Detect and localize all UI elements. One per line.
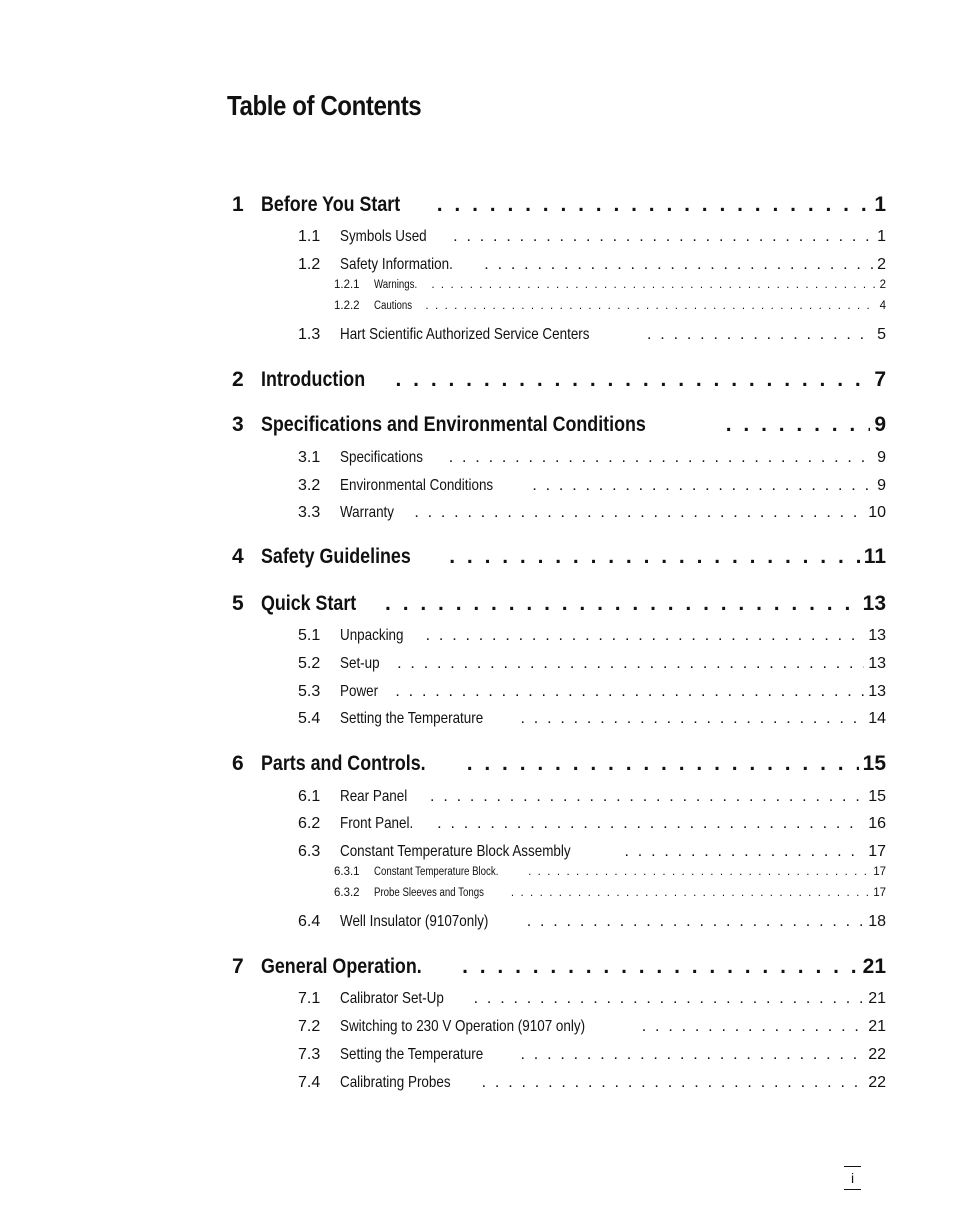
dot-leader (371, 655, 864, 673)
entry-page: 9 (877, 477, 886, 494)
entry-title: Hart Scientific Authorized Service Centers (340, 326, 590, 343)
entry-number: 7.2 (298, 1018, 321, 1035)
dot-leader (409, 193, 871, 217)
entry-title: Set-up (340, 655, 380, 672)
entry-number: 5.2 (298, 655, 321, 672)
toc-entry-1-2-1[interactable] (334, 279, 886, 297)
toc-entry-5-3[interactable] (298, 683, 886, 707)
entry-title: General Operation. (261, 955, 422, 978)
dot-leader (427, 228, 873, 246)
entry-page: 13 (868, 683, 886, 700)
entry-page: 10 (868, 504, 886, 521)
entry-page: 1 (877, 228, 886, 245)
dot-leader (506, 477, 873, 495)
entry-title: Constant Temperature Block Assembly (340, 843, 571, 860)
toc-entry-3-2[interactable] (298, 477, 886, 501)
page-title: Table of Contents (227, 90, 422, 121)
entry-number: 3.3 (298, 504, 321, 521)
dot-leader (621, 326, 873, 344)
entry-title: Before You Start (261, 193, 401, 216)
entry-page: 18 (868, 913, 886, 930)
dot-leader (458, 256, 873, 274)
toc-entry-1-2-2[interactable] (334, 300, 886, 318)
dot-leader (448, 990, 865, 1008)
entry-number: 1.3 (298, 326, 321, 343)
entry-number: 1.2.2 (334, 300, 360, 312)
entry-title: Warranty (340, 504, 395, 521)
dot-leader (388, 504, 864, 522)
entry-page: 1 (874, 193, 886, 216)
dot-leader (439, 752, 859, 776)
entry-page: 15 (868, 788, 886, 805)
entry-number: 1.2.1 (334, 279, 360, 291)
entry-number: 7.1 (298, 990, 321, 1007)
entry-title: Symbols Used (340, 228, 427, 245)
dot-leader (411, 815, 864, 833)
dot-leader (501, 913, 865, 931)
entry-page: 14 (868, 710, 886, 727)
entry-page: 7 (874, 368, 886, 391)
entry-page: 17 (873, 887, 886, 899)
entry-title: Probe Sleeves and Tongs (374, 887, 484, 899)
entry-page: 16 (868, 815, 886, 832)
toc-entry-chapter-2[interactable] (232, 368, 886, 398)
entry-number: 6.3.1 (334, 866, 360, 878)
toc-entry-7-1[interactable] (298, 990, 886, 1014)
dot-leader (367, 368, 870, 392)
entry-number: 6.3.2 (334, 887, 360, 899)
dot-leader (357, 592, 859, 616)
entry-number: 7.4 (298, 1074, 321, 1091)
entry-page: 13 (868, 627, 886, 644)
toc-entry-6-3-2[interactable] (334, 887, 886, 905)
page-number: i (844, 1166, 861, 1190)
toc-entry-7-3[interactable] (298, 1046, 886, 1070)
dot-leader (616, 1018, 864, 1036)
entry-page: 22 (868, 1074, 886, 1091)
entry-title: Safety Guidelines (261, 545, 411, 568)
entry-title: Setting the Temperature (340, 710, 484, 727)
entry-title: Constant Temperature Block. (374, 866, 499, 878)
entry-number: 4 (232, 545, 244, 568)
toc-entry-chapter-1[interactable] (232, 193, 886, 223)
entry-number: 6.4 (298, 913, 321, 930)
dot-leader (514, 866, 869, 878)
entry-page: 5 (877, 326, 886, 343)
entry-page: 4 (879, 300, 886, 312)
entry-page: 9 (877, 449, 886, 466)
entry-title: Power (340, 683, 379, 700)
toc-entry-chapter-7[interactable] (232, 955, 886, 985)
entry-number: 5.1 (298, 627, 321, 644)
toc-entry-1-2[interactable] (298, 256, 886, 280)
toc-entry-3-1[interactable] (298, 449, 886, 473)
entry-title: Front Panel. (340, 815, 414, 832)
toc-entry-3-3[interactable] (298, 504, 886, 528)
entry-number: 1.2 (298, 256, 321, 273)
entry-page: 9 (874, 413, 886, 436)
dot-leader (434, 955, 859, 979)
dot-leader (599, 843, 865, 861)
toc-entry-chapter-4[interactable] (232, 545, 886, 575)
toc-entry-6-2[interactable] (298, 815, 886, 839)
entry-page: 21 (868, 990, 886, 1007)
entry-title: Calibrating Probes (340, 1074, 451, 1091)
entry-page: 17 (873, 866, 886, 878)
entry-number: 6.2 (298, 815, 321, 832)
toc-entry-chapter-5[interactable] (232, 592, 886, 622)
dot-leader (494, 710, 864, 728)
entry-title: Quick Start (261, 592, 357, 615)
entry-number: 3.1 (298, 449, 321, 466)
toc-entry-7-4[interactable] (298, 1074, 886, 1098)
dot-leader (698, 413, 871, 437)
toc-entry-5-4[interactable] (298, 710, 886, 734)
entry-number: 6.3 (298, 843, 321, 860)
entry-title: Setting the Temperature (340, 1046, 484, 1063)
entry-number: 7 (232, 955, 244, 978)
toc-entry-6-3-1[interactable] (334, 866, 886, 884)
entry-page: 22 (868, 1046, 886, 1063)
entry-page: 11 (863, 545, 886, 568)
toc-entry-6-3[interactable] (298, 843, 886, 867)
toc-entry-chapter-6[interactable] (232, 752, 886, 782)
dot-leader (456, 1074, 865, 1092)
dot-leader (369, 683, 864, 701)
dot-leader (421, 545, 860, 569)
entry-title: Introduction (261, 368, 366, 391)
entry-title: Calibrator Set-Up (340, 990, 444, 1007)
entry-number: 1.1 (298, 228, 321, 245)
entry-number: 3 (232, 413, 244, 436)
entry-title: Unpacking (340, 627, 404, 644)
entry-number: 5.3 (298, 683, 321, 700)
entry-number: 6.1 (298, 788, 321, 805)
toc-entry-5-2[interactable] (298, 655, 886, 679)
entry-number: 5.4 (298, 710, 321, 727)
entry-page: 21 (868, 1018, 886, 1035)
dot-leader (404, 788, 864, 806)
toc-entry-7-2[interactable] (298, 1018, 886, 1042)
entry-number: 5 (232, 592, 244, 615)
entry-title: Specifications (340, 449, 423, 466)
entry-page: 13 (862, 592, 886, 615)
toc-entry-5-1[interactable] (298, 627, 886, 651)
dot-leader (497, 887, 869, 899)
entry-title: Well Insulator (9107only) (340, 913, 489, 930)
entry-title: Warnings. (374, 279, 418, 291)
entry-number: 1 (232, 193, 244, 216)
dot-leader (411, 300, 875, 312)
entry-title: Parts and Controls. (261, 752, 426, 775)
dot-leader (423, 449, 873, 467)
entry-number: 7.3 (298, 1046, 321, 1063)
entry-number: 3.2 (298, 477, 321, 494)
toc-entry-6-4[interactable] (298, 913, 886, 937)
entry-title: Environmental Conditions (340, 477, 494, 494)
entry-title: Cautions (374, 300, 413, 312)
entry-page: 15 (862, 752, 886, 775)
entry-number: 6 (232, 752, 244, 775)
toc-entry-6-1[interactable] (298, 788, 886, 812)
toc-entry-1-1[interactable] (298, 228, 886, 252)
dot-leader (494, 1046, 864, 1064)
toc-entry-1-3[interactable] (298, 326, 886, 350)
entry-page: 21 (862, 955, 886, 978)
entry-title: Safety Information. (340, 256, 453, 273)
dot-leader (400, 627, 865, 645)
entry-page: 17 (868, 843, 886, 860)
entry-title: Switching to 230 V Operation (9107 only) (340, 1018, 586, 1035)
entry-page: 2 (879, 279, 886, 291)
toc-entry-chapter-3[interactable] (232, 413, 886, 443)
entry-page: 13 (868, 655, 886, 672)
entry-title: Rear Panel (340, 788, 408, 805)
entry-title: Specifications and Environmental Conditions (261, 413, 646, 436)
entry-page: 2 (877, 256, 886, 273)
entry-number: 2 (232, 368, 244, 391)
dot-leader (417, 279, 875, 291)
